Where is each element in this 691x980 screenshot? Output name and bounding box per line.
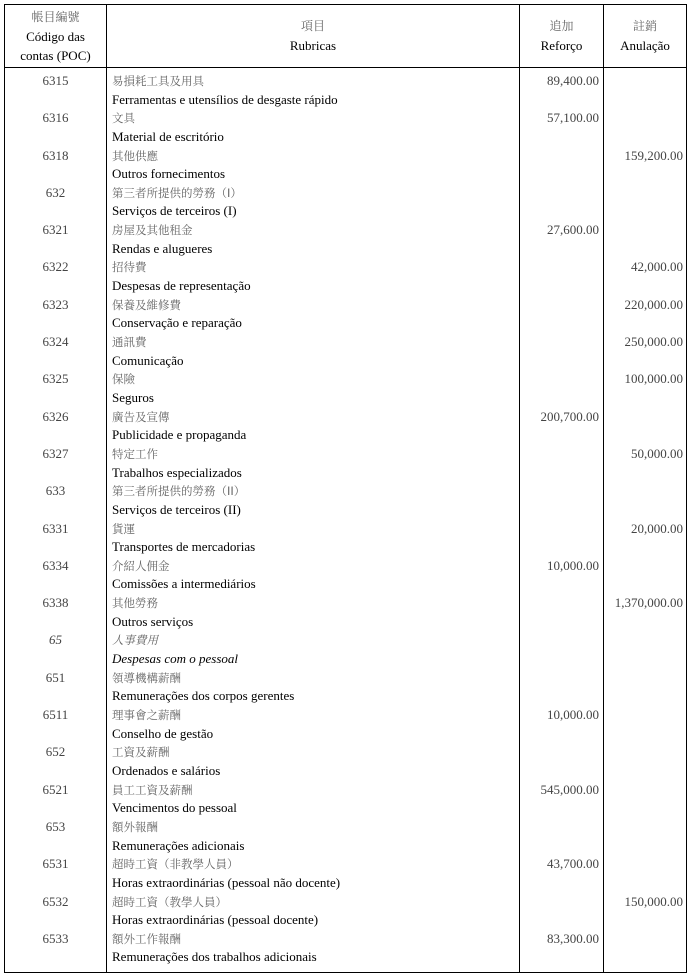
account-code: 6511	[42, 707, 69, 723]
account-code: 6322	[42, 259, 69, 275]
anulacao-value: 1,370,000.00	[614, 595, 683, 611]
account-code: 6324	[42, 334, 69, 350]
account-code: 633	[45, 483, 66, 499]
header-code-pt: Código das contas (POC)	[20, 28, 91, 63]
anulacao-value: 159,200.00	[624, 147, 683, 163]
reforco-value: 83,300.00	[547, 930, 599, 946]
table-row	[5, 370, 686, 407]
header-reforco-zh: 追加	[549, 19, 574, 33]
anulacao-value: 20,000.00	[631, 520, 683, 536]
anulacao-value: 220,000.00	[624, 296, 683, 312]
rubrica-zh: 文具	[112, 111, 135, 126]
rubrica-pt: Despesas de representação	[112, 278, 251, 294]
rubrica-zh: 第三者所提供的勞務（I）	[112, 185, 242, 200]
table-row	[5, 855, 686, 892]
rubrica-pt: Comissões a intermediários	[112, 576, 256, 592]
table-row	[5, 184, 686, 221]
table-row	[5, 594, 686, 631]
account-code: 6326	[42, 408, 69, 424]
table-row	[5, 706, 686, 743]
rubrica-pt: Trabalhos especializados	[112, 464, 242, 480]
reforco-value: 10,000.00	[547, 707, 599, 723]
table-row	[5, 930, 686, 967]
rubrica-pt: Serviços de terceiros (I)	[112, 203, 237, 219]
header-reforco-pt: Reforço	[540, 38, 583, 53]
rubrica-pt: Outros serviços	[112, 613, 194, 629]
rubrica-zh: 保險	[112, 372, 135, 387]
table-row	[5, 520, 686, 557]
anulacao-value: 150,000.00	[624, 893, 683, 909]
account-code: 6533	[42, 930, 69, 946]
account-code: 6531	[42, 856, 69, 872]
table-row	[5, 72, 686, 109]
rubrica-pt: Ordenados e salários	[112, 762, 221, 778]
rubrica-zh: 通訊費	[112, 335, 147, 350]
rubrica-pt: Rendas e alugueres	[112, 240, 213, 256]
rubrica-pt: Horas extraordinárias (pessoal docente)	[112, 912, 319, 928]
rubrica-zh: 特定工作	[112, 446, 158, 461]
rubrica-zh: 其他勞務	[112, 596, 158, 611]
rubrica-zh: 第三者所提供的勞務（II）	[112, 484, 246, 499]
rubrica-zh: 貨運	[112, 521, 135, 536]
table-body	[5, 72, 686, 967]
rubrica-zh: 額外工作報酬	[112, 931, 181, 946]
account-code: 6338	[42, 595, 69, 611]
rubrica-zh: 其他供應	[112, 148, 158, 163]
account-code: 6532	[42, 893, 69, 909]
header-reforco	[520, 5, 603, 67]
table-row	[5, 743, 686, 780]
account-code: 65	[49, 632, 62, 648]
header-rubricas-pt: Rubricas	[289, 38, 337, 53]
rubrica-zh: 理事會之薪酬	[112, 708, 181, 723]
anulacao-value: 100,000.00	[624, 371, 683, 387]
budget-table	[4, 4, 687, 973]
rubrica-pt: Comunicação	[112, 352, 184, 368]
rubrica-zh: 領導機構薪酬	[112, 670, 181, 685]
account-code: 6323	[42, 296, 69, 312]
account-code: 6331	[42, 520, 69, 536]
rubrica-pt: Remunerações dos corpos gerentes	[112, 688, 295, 704]
rubrica-zh: 房屋及其他租金	[112, 223, 193, 238]
rubrica-pt: Remunerações dos trabalhos adicionais	[112, 949, 317, 965]
account-code: 6325	[42, 371, 69, 387]
account-code: 6327	[42, 445, 69, 461]
table-row	[5, 482, 686, 519]
rubrica-pt: Outros fornecimentos	[112, 166, 226, 182]
account-code: 6334	[42, 557, 69, 573]
rubrica-pt: Transportes de mercadorias	[112, 539, 256, 555]
table-row	[5, 631, 686, 668]
table-row	[5, 669, 686, 706]
rubrica-zh: 超時工資（教學人員）	[112, 894, 227, 909]
account-code: 6521	[42, 781, 69, 797]
reforco-value: 200,700.00	[540, 408, 599, 424]
table-row	[5, 557, 686, 594]
rubrica-zh: 工資及薪酬	[112, 745, 170, 760]
table-row	[5, 781, 686, 818]
reforco-value: 27,600.00	[547, 222, 599, 238]
header-anulacao-zh: 註銷	[632, 19, 657, 33]
header-divider	[5, 67, 686, 68]
reforco-value: 545,000.00	[540, 781, 599, 797]
account-code: 652	[45, 744, 66, 760]
rubrica-zh: 超時工資（非教學人員）	[112, 857, 239, 872]
table-row	[5, 333, 686, 370]
header-code	[5, 5, 106, 67]
anulacao-value: 250,000.00	[624, 334, 683, 350]
rubrica-pt: Material de escritório	[112, 128, 224, 144]
account-code: 6318	[42, 147, 69, 163]
account-code: 653	[45, 818, 66, 834]
rubrica-zh: 額外報酬	[112, 819, 158, 834]
rubrica-pt: Conservação e reparação	[112, 315, 242, 331]
header-rubricas-zh: 項目	[300, 19, 325, 33]
reforco-value: 10,000.00	[547, 557, 599, 573]
rubrica-zh: 人事費用	[112, 633, 158, 648]
header-anulacao	[604, 5, 686, 67]
rubrica-zh: 易損耗工具及用具	[112, 74, 204, 88]
header-rubricas	[107, 5, 519, 67]
rubrica-pt: Publicidade e propaganda	[112, 427, 247, 443]
anulacao-value: 42,000.00	[631, 259, 683, 275]
account-code: 651	[45, 669, 66, 685]
reforco-value: 43,700.00	[547, 856, 599, 872]
rubrica-pt: Ferramentas e utensílios de desgaste rápido	[112, 91, 338, 107]
rubrica-zh: 保養及維修費	[112, 297, 181, 312]
rubrica-pt: Serviços de terceiros (II)	[112, 501, 241, 517]
table-row	[5, 221, 686, 258]
account-code: 632	[45, 184, 66, 200]
reforco-value: 57,100.00	[547, 110, 599, 126]
rubrica-zh: 介紹人佣金	[112, 558, 170, 573]
rubrica-pt: Vencimentos do pessoal	[112, 800, 237, 816]
table-row	[5, 445, 686, 482]
reforco-value: 89,400.00	[547, 73, 599, 88]
anulacao-value: 50,000.00	[631, 445, 683, 461]
rubrica-pt: Despesas com o pessoal	[112, 651, 239, 667]
table-row	[5, 408, 686, 445]
rubrica-pt: Seguros	[112, 389, 154, 405]
table-row	[5, 147, 686, 184]
table-row	[5, 818, 686, 855]
table-row	[5, 109, 686, 146]
rubrica-pt: Horas extraordinárias (pessoal não docente)	[112, 874, 341, 890]
rubrica-pt: Conselho de gestão	[112, 725, 214, 741]
table-row	[5, 258, 686, 295]
account-code: 6316	[42, 110, 69, 126]
table-row	[5, 893, 686, 930]
header-anulacao-pt: Anulação	[620, 38, 670, 53]
rubrica-zh: 廣告及宣傳	[112, 409, 170, 424]
header-code-zh: 帳目編號	[31, 9, 80, 24]
rubrica-zh: 員工工資及薪酬	[112, 782, 193, 797]
account-code: 6315	[42, 73, 69, 88]
rubrica-pt: Remunerações adicionais	[112, 837, 245, 853]
rubrica-zh: 招待費	[112, 260, 147, 275]
table-row	[5, 296, 686, 333]
account-code: 6321	[42, 222, 69, 238]
